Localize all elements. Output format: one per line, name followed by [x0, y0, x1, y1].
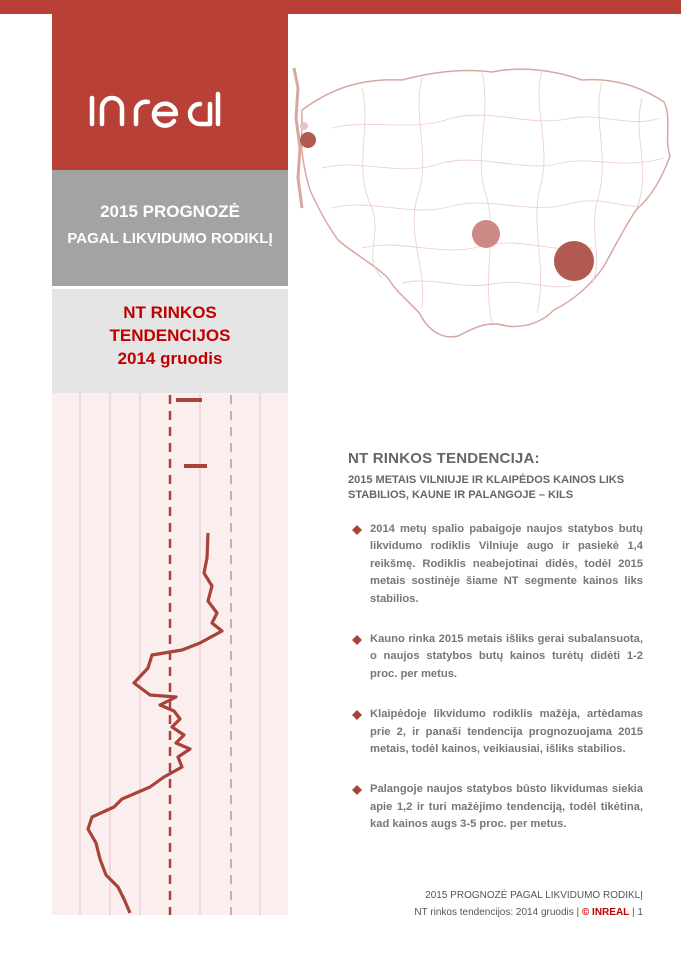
logo-panel — [52, 14, 288, 170]
diamond-bullet-icon — [352, 525, 362, 535]
lithuania-map — [292, 58, 680, 358]
bullet-text: Kauno rinka 2015 metais išliks gerai subalansuota, o naujos statybos butų kainos turėtų didėti 1-2 proc. per metus. — [370, 633, 643, 680]
bullet-item — [350, 781, 643, 833]
trends-line1: NT RINKOS — [123, 303, 217, 322]
kaunas-marker — [472, 220, 500, 248]
bullet-item — [350, 706, 643, 758]
page-footer — [414, 887, 643, 921]
palanga-marker — [300, 122, 308, 130]
trends-line2: TENDENCIJOS — [109, 326, 231, 345]
forecast-subtitle: PAGAL LIKVIDUMO RODIKLĮ — [67, 230, 273, 247]
section-heading — [348, 450, 648, 503]
liquidity-series-line — [88, 533, 222, 913]
trends-date: 2014 gruodis — [117, 349, 223, 368]
trends-title-box — [52, 289, 288, 393]
logo-text: in real — [88, 88, 91, 89]
section-subtitle: 2015 METAIS VILNIUJE IR KLAIPĖDOS KAINOS LIKS STABILIOS, KAUNE IR PALANGOJE – KILS — [348, 474, 625, 501]
forecast-title: 2015 PROGNOZĖ — [100, 202, 240, 221]
diamond-bullet-icon — [352, 785, 362, 795]
liquidity-chart — [52, 393, 288, 915]
liquidity-chart-svg — [52, 393, 288, 915]
bullet-text: Palangoje naujos statybos būsto likvidumas siekia apie 1,2 ir turi mažėjimo tendenciją, todėl tikėtina, kad kainos augs 3-5 proc. per metus. — [370, 783, 643, 831]
vilnius-marker — [554, 241, 594, 281]
footer-subtitle: NT rinkos tendencijos: 2014 gruodis | — [414, 907, 582, 918]
bullet-list — [350, 521, 643, 857]
footer-brand: © INREAL — [581, 907, 630, 918]
section-title: NT RINKOS TENDENCIJA: — [348, 450, 540, 467]
inreal-logo — [88, 88, 258, 134]
klaipeda-marker — [300, 132, 316, 148]
bullet-item — [350, 521, 643, 608]
bullet-text: Klaipėdoje likvidumo rodiklis mažėja, artėdamas prie 2, ir panaši tendencija prognozuojama 2015 metais, todėl kainos, veikiausiai, išliks stabilios. — [370, 708, 643, 756]
bullet-item — [350, 631, 643, 683]
bullet-text: 2014 metų spalio pabaigoje naujos statybos butų likvidumo rodiklis Vilniuje augo ir pasiekė 1,4 reikšmę. Rodiklis neabejotinai didės, todėl 2015 metais sostinėje šiame NT segmente kainos liks stabilios. — [370, 523, 643, 605]
diamond-bullet-icon — [352, 710, 362, 720]
page-number: | 1 — [629, 907, 643, 918]
diamond-bullet-icon — [352, 635, 362, 645]
top-bar — [0, 0, 681, 14]
footer-line2 — [414, 904, 643, 921]
forecast-title-box — [52, 170, 288, 286]
footer-title: 2015 PROGNOZĖ PAGAL LIKVIDUMO RODIKLĮ — [425, 890, 643, 901]
